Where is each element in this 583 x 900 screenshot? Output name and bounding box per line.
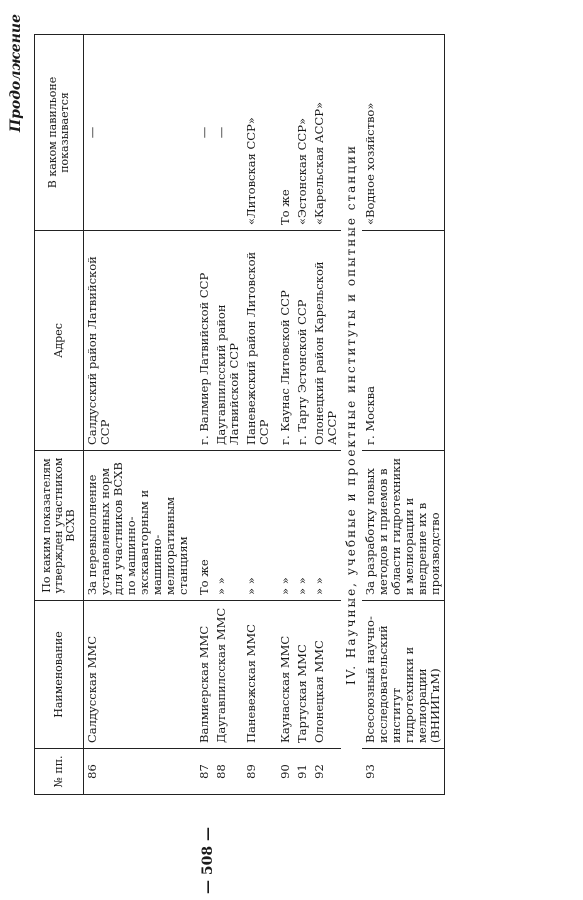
- header-num: № пп.: [35, 749, 84, 795]
- cell-name: Тартуская ММС: [294, 601, 311, 749]
- cell-pavilion: —: [84, 35, 193, 231]
- cell-address: г. Москва: [362, 231, 445, 451]
- cell-basis: То же: [192, 451, 213, 601]
- cell-name: Салдусская ММС: [84, 601, 193, 749]
- table-row: [84, 35, 193, 795]
- cell-pavilion: —: [213, 35, 243, 231]
- cell-basis: » »: [213, 451, 243, 601]
- cell-num: 90: [273, 749, 294, 795]
- cell-name: Валмиерская ММС: [192, 601, 213, 749]
- header-name: Наименование: [35, 601, 84, 749]
- table-header-row: [35, 35, 84, 795]
- cell-pavilion: «Карельская АССР»: [311, 35, 341, 231]
- cell-address: Салдусский район Латвийской ССР: [84, 231, 193, 451]
- exhibitors-table: [34, 34, 445, 795]
- cell-address: г. Валмиер Латвийской ССР: [192, 231, 213, 451]
- table-row: [294, 35, 311, 795]
- cell-pavilion: «Литовская ССР»: [243, 35, 273, 231]
- table-row: [213, 35, 243, 795]
- cell-num: 91: [294, 749, 311, 795]
- cell-pavilion: —: [192, 35, 213, 231]
- cell-name: Всесоюзный научно-исследовательский институт гидротехники и мелиорации (ВНИИГиМ): [362, 601, 445, 749]
- table-row: [192, 35, 213, 795]
- cell-address: Олонецкий район Карельской АССР: [311, 231, 341, 451]
- cell-name: Каунасская ММС: [273, 601, 294, 749]
- cell-pavilion: «Эстонская ССР»: [294, 35, 311, 231]
- header-basis: По каким показателям утвержден участником ВСХВ: [35, 451, 84, 601]
- cell-name: Даугавпилсская ММС: [213, 601, 243, 749]
- cell-name: Паневежская ММС: [243, 601, 273, 749]
- cell-num: 87: [192, 749, 213, 795]
- table-row: [273, 35, 294, 795]
- table-row: [243, 35, 273, 795]
- section-title: IV. Научные, учебные и проектные институты и опытные станции: [341, 35, 362, 795]
- cell-name: Олонецкая ММС: [311, 601, 341, 749]
- cell-basis: » »: [273, 451, 294, 601]
- cell-pavilion: «Водное хозяйство»: [362, 35, 445, 231]
- cell-address: г. Каунас Литовской ССР: [273, 231, 294, 451]
- table-row: [362, 35, 445, 795]
- cell-address: Даугавпилсский район Латвийской ССР: [213, 231, 243, 451]
- table-row: [311, 35, 341, 795]
- cell-num: 88: [213, 749, 243, 795]
- cell-pavilion: То же: [273, 35, 294, 231]
- cell-basis: » »: [311, 451, 341, 601]
- cell-address: г. Тарту Эстонской ССР: [294, 231, 311, 451]
- header-address: Адрес: [35, 231, 84, 451]
- continuation-label: Продолжение: [8, 14, 24, 133]
- header-pavilion: В каком павильоне показывается: [35, 35, 84, 231]
- cell-basis: За разработку новых методов и приемов в области гидротехники и мелиорации и внедрение их в производство: [362, 451, 445, 601]
- cell-address: Паневежский район Литовской ССР: [243, 231, 273, 451]
- cell-num: 89: [243, 749, 273, 795]
- cell-basis: За перевыполнение установленных норм для участников ВСХВ по машинно-экскаваторным и машинно-мелиоративным станциям: [84, 451, 193, 601]
- cell-num: 86: [84, 749, 193, 795]
- cell-basis: » »: [294, 451, 311, 601]
- page-number: — 508 —: [200, 827, 216, 894]
- cell-num: 92: [311, 749, 341, 795]
- cell-basis: » »: [243, 451, 273, 601]
- section-heading-row: [341, 35, 362, 795]
- cell-num: 93: [362, 749, 445, 795]
